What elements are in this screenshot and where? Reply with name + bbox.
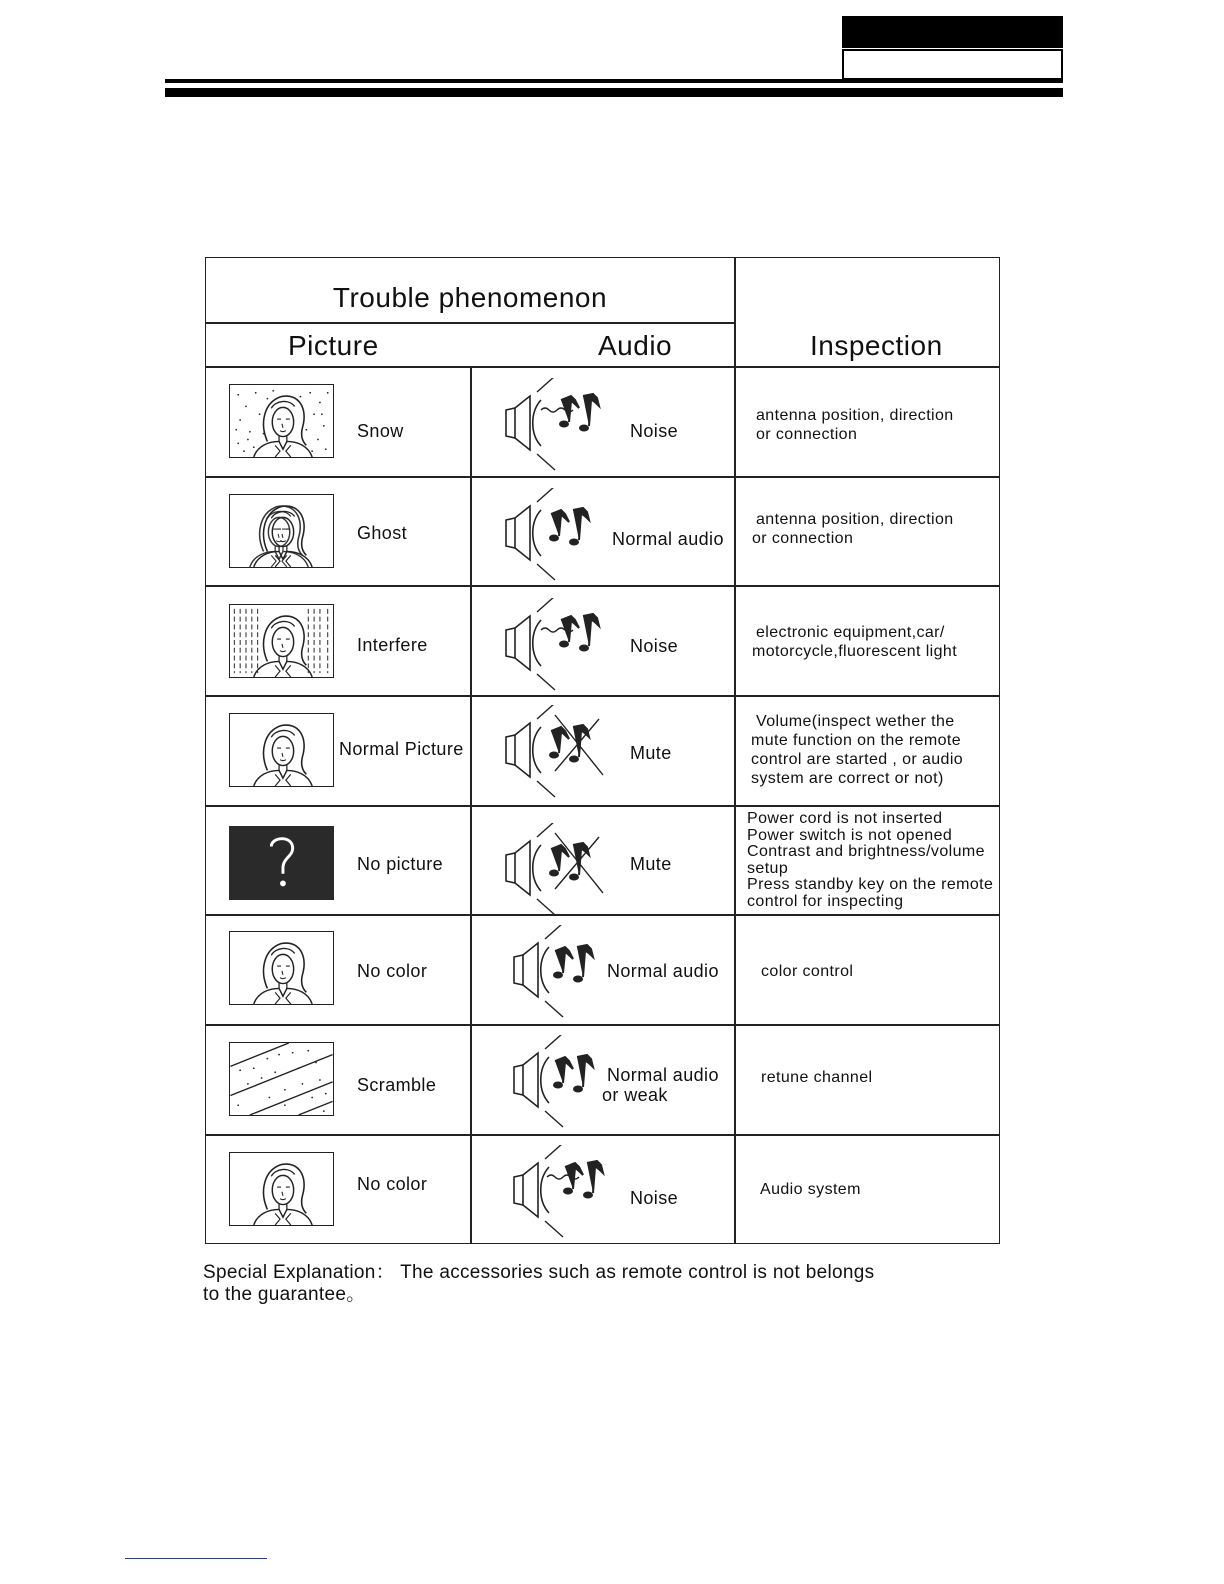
audio-label: Normal audio (612, 529, 724, 549)
portrait-icon (229, 1152, 334, 1226)
speaker-mute-icon (503, 705, 613, 805)
table-divider (205, 805, 1000, 807)
speaker-music-icon (503, 1035, 613, 1135)
audio-label: Noise (630, 1188, 679, 1208)
speaker-noise-icon (503, 598, 613, 698)
table-divider (205, 322, 735, 324)
audio-label: Normal audio or weak (602, 1065, 719, 1105)
inspection-text: Audio system (760, 1181, 861, 1198)
audio-label: Normal audio (607, 961, 719, 981)
column-header-picture: Picture (288, 330, 379, 361)
ghost-portrait-icon (229, 494, 334, 568)
speaker-noise-icon (503, 378, 613, 478)
inspection-text: color control (761, 963, 854, 980)
speaker-mute-icon (503, 823, 613, 923)
portrait-icon (229, 713, 334, 787)
speaker-music-icon (503, 925, 613, 1025)
picture-label: Ghost (357, 523, 408, 543)
scramble-icon (229, 1042, 334, 1116)
header-rule-thin (165, 79, 1063, 83)
question-mark-icon (229, 826, 334, 900)
audio-label: Mute (630, 854, 672, 874)
picture-label: Normal Picture (339, 739, 464, 759)
audio-label: Mute (630, 743, 672, 763)
header-white-tab (842, 49, 1063, 80)
picture-label: No color (357, 1174, 428, 1194)
column-header-inspection: Inspection (810, 330, 943, 361)
picture-label: No picture (357, 854, 444, 874)
table-divider (734, 257, 736, 1244)
picture-label: No color (357, 961, 428, 981)
snow-portrait-icon (229, 384, 334, 458)
picture-label: Interfere (357, 635, 428, 655)
footer-link-rule (125, 1558, 267, 1559)
special-explanation: Special Explanation： The accessories such as remote control is not belongs to the guarantee。 (203, 1262, 875, 1305)
interfere-portrait-icon (229, 604, 334, 678)
speaker-music-icon (503, 488, 613, 588)
table-divider (470, 366, 472, 1244)
inspection-text: retune channel (761, 1069, 873, 1086)
picture-label: Snow (357, 421, 404, 441)
audio-label: Noise (630, 636, 679, 656)
header-rule-thick (165, 88, 1063, 97)
column-header-audio: Audio (598, 330, 673, 361)
inspection-text: electronic equipment,car/ motorcycle,fluorescent light (752, 624, 958, 660)
speaker-noise-icon (503, 1145, 613, 1245)
header-black-tab (842, 16, 1063, 48)
inspection-text: Volume(inspect wether the mute function on the remote control are started , or audio system are correct or not) (751, 713, 964, 787)
inspection-text: Power cord is not inserted Power switch is not opened Contrast and brightness/volume setup Press standby key on the remote control for inspecting (747, 810, 994, 910)
picture-label: Scramble (357, 1075, 437, 1095)
inspection-text: antenna position, direction or connection (752, 511, 954, 547)
portrait-icon (229, 931, 334, 1005)
table-title: Trouble phenomenon (332, 282, 608, 313)
table-divider (205, 366, 1000, 368)
audio-label: Noise (630, 421, 679, 441)
inspection-text: antenna position, direction or connection (756, 407, 954, 443)
